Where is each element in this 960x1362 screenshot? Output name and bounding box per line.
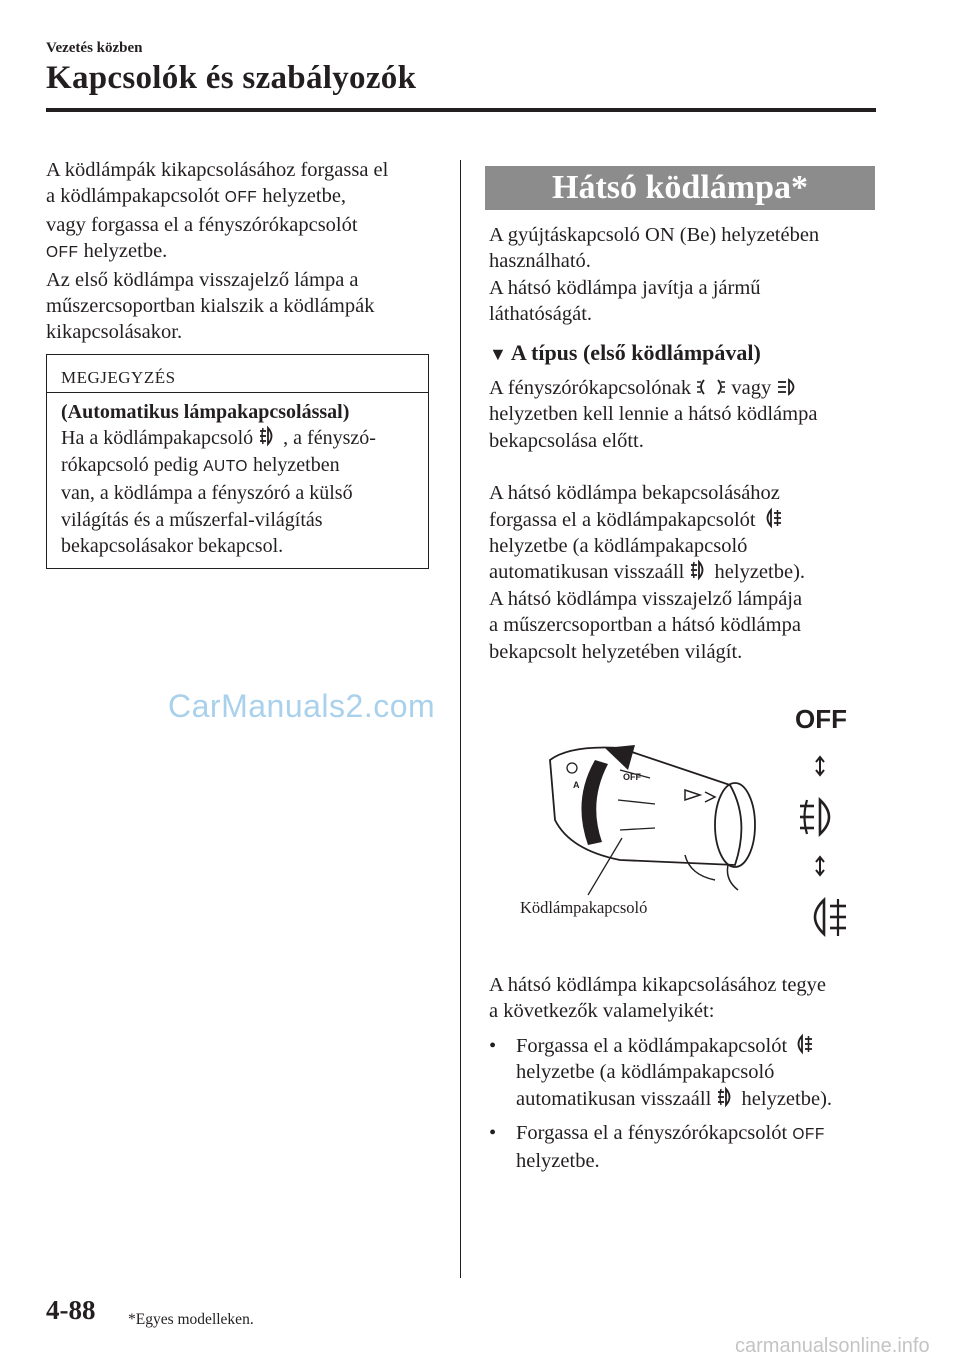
bullet-text [516,1120,825,1175]
p1-text: A fényszórókapcsolónak [489,377,692,400]
column-line [727,865,738,890]
auto-symbol: AUTO [203,457,248,475]
front-fog-lamp-icon [689,559,709,581]
note-line [61,425,414,451]
figure-off-label: OFF [795,704,847,734]
rotation-arrow-icon [605,745,635,770]
note-text: helyzetben [252,453,340,476]
stalk-off-label: OFF [623,772,641,782]
section-banner: Hátsó ködlámpa* [485,166,875,210]
note-subheading: (Automatikus lámpakapcsolással) [61,401,350,423]
p2-line: helyzetbe (a ködlámpakapcsoló [489,535,748,558]
rear-fog-lamp-icon [761,507,783,529]
triangle-marker-icon: ▼ [489,343,507,364]
position-arrow-icon [816,857,824,875]
intro-line: láthatóságát. [489,303,593,326]
intro-text: helyzetbe, [262,185,347,208]
p2-line: A hátsó ködlámpa visszajelző lámpája [489,587,803,610]
note-line: van, a ködlámpa a fényszóró a külső [61,482,353,505]
off-symbol: OFF [224,189,258,207]
chapter-title: Kapcsolók és szabályozók [46,60,417,96]
p2-text: forgassa el a ködlámpakapcsolót [489,508,756,531]
bullet-span: helyzetbe). [741,1087,833,1110]
bullet-item [489,1120,879,1175]
column-divider [460,160,461,1278]
intro-line [46,238,446,266]
intro-text: helyzetbe. [83,240,168,263]
rear-fog-lamp-icon [792,1033,814,1055]
bullet-span: automatikusan visszaáll [516,1087,712,1110]
sun-icon [567,763,577,773]
p2-text: helyzetbe). [714,561,806,584]
note-box [46,354,429,569]
intro-line: használható. [489,250,591,273]
intro-line [46,183,446,211]
off-symbol: OFF [46,244,79,262]
intro-line: A gyújtáskapcsoló ON (Be) helyzetében [489,224,820,246]
p3-line: a következők valamelyikét: [489,1000,715,1023]
note-line: világítás és a műszerfal-világítás [61,508,323,531]
headlight-icon [776,377,800,397]
bullet-marker: • [489,1034,497,1057]
intro-line: vagy forgassa el a fényszórókapcsolót [46,213,358,236]
stalk-body-outline [550,748,741,866]
paragraph-gap [489,454,879,480]
intro-line: A ködlámpák kikapcsolásához forgassa el [46,159,389,181]
note-line: bekapcsolásakor bekapcsol. [61,535,284,558]
intro-line: A hátsó ködlámpa javítja a jármű [489,276,761,299]
p2-text: automatikusan visszaáll [489,561,685,584]
rear-fog-lamp-position-icon [815,899,846,936]
stalk-auto-label: A [573,780,580,790]
parking-lamp-icon [696,377,726,397]
bullet-marker: • [489,1122,497,1145]
front-fog-lamp-icon [258,425,278,447]
note-body [47,393,428,559]
right-column-lower-text [489,972,879,1175]
ring-mark-line [620,828,655,830]
note-text: Ha a ködlámpakapcsoló [61,427,254,450]
bullet-line [516,1086,832,1112]
intro-line: Az első ködlámpa visszajelző lámpa a [46,268,359,291]
subheading-text: A típus (első ködlámpával) [510,339,761,365]
position-arrow-icon [816,757,824,775]
page-number: 4-88 [46,1295,96,1325]
right-column-text [489,222,879,665]
intro-text: a ködlámpakapcsolót [46,185,220,208]
fog-switch-ring [581,760,608,845]
p2-line: bekapcsolt helyzetében világít. [489,640,743,663]
site-watermark: carmanualsonline.info [735,1335,930,1357]
bullet-item [489,1033,879,1112]
p1-text: vagy [731,377,772,400]
bullet-span: Forgassa el a fényszórókapcsolót [516,1122,788,1145]
bullet-line: helyzetbe (a ködlámpakapcsoló [516,1061,775,1084]
note-heading: MEGJEGYZÉS [47,355,428,393]
note-text: rókapcsoló pedig [61,453,199,476]
p1-line: helyzetben kell lennie a hátsó ködlámpa [489,403,818,426]
left-column-intro [46,157,446,346]
p2-line [489,559,879,585]
column-line [685,855,715,880]
front-fog-lamp-position-icon [800,800,829,834]
bullet-line [516,1120,825,1148]
note-line [61,452,414,480]
section-label: Vezetés közben [46,40,143,56]
p3-line: A hátsó ködlámpa kikapcsolásához tegye [489,974,827,996]
footnote: *Egyes modelleken. [128,1311,254,1328]
bullet-line: helyzetbe. [516,1150,600,1173]
intro-line: műszercsoportban kialszik a ködlámpák [46,295,375,318]
p2-line: a műszercsoportban a hátsó ködlámpa [489,614,801,637]
p1-line [489,375,879,401]
p2-line: A hátsó ködlámpa bekapcsolásához [489,482,780,505]
subheading [489,340,879,367]
figure-caption: Ködlámpakapcsoló [520,898,648,917]
watermark: CarManuals2.com [168,688,436,724]
title-rule [46,108,876,112]
p1-line: bekapcsolása előtt. [489,429,644,452]
intro-line: kikapcsolásakor. [46,321,183,344]
caption-leader-line [588,838,622,895]
turn-signal-arrows-icon [685,790,715,802]
p2-line [489,507,879,533]
off-symbol: OFF [792,1126,825,1144]
bullet-line [516,1033,832,1059]
note-text: , a fényszó- [283,427,376,450]
ring-mark-line [618,800,655,804]
bullet-text [516,1033,832,1112]
front-fog-lamp-icon [716,1086,736,1108]
bullet-span: Forgassa el a ködlámpakapcsolót [516,1034,788,1057]
